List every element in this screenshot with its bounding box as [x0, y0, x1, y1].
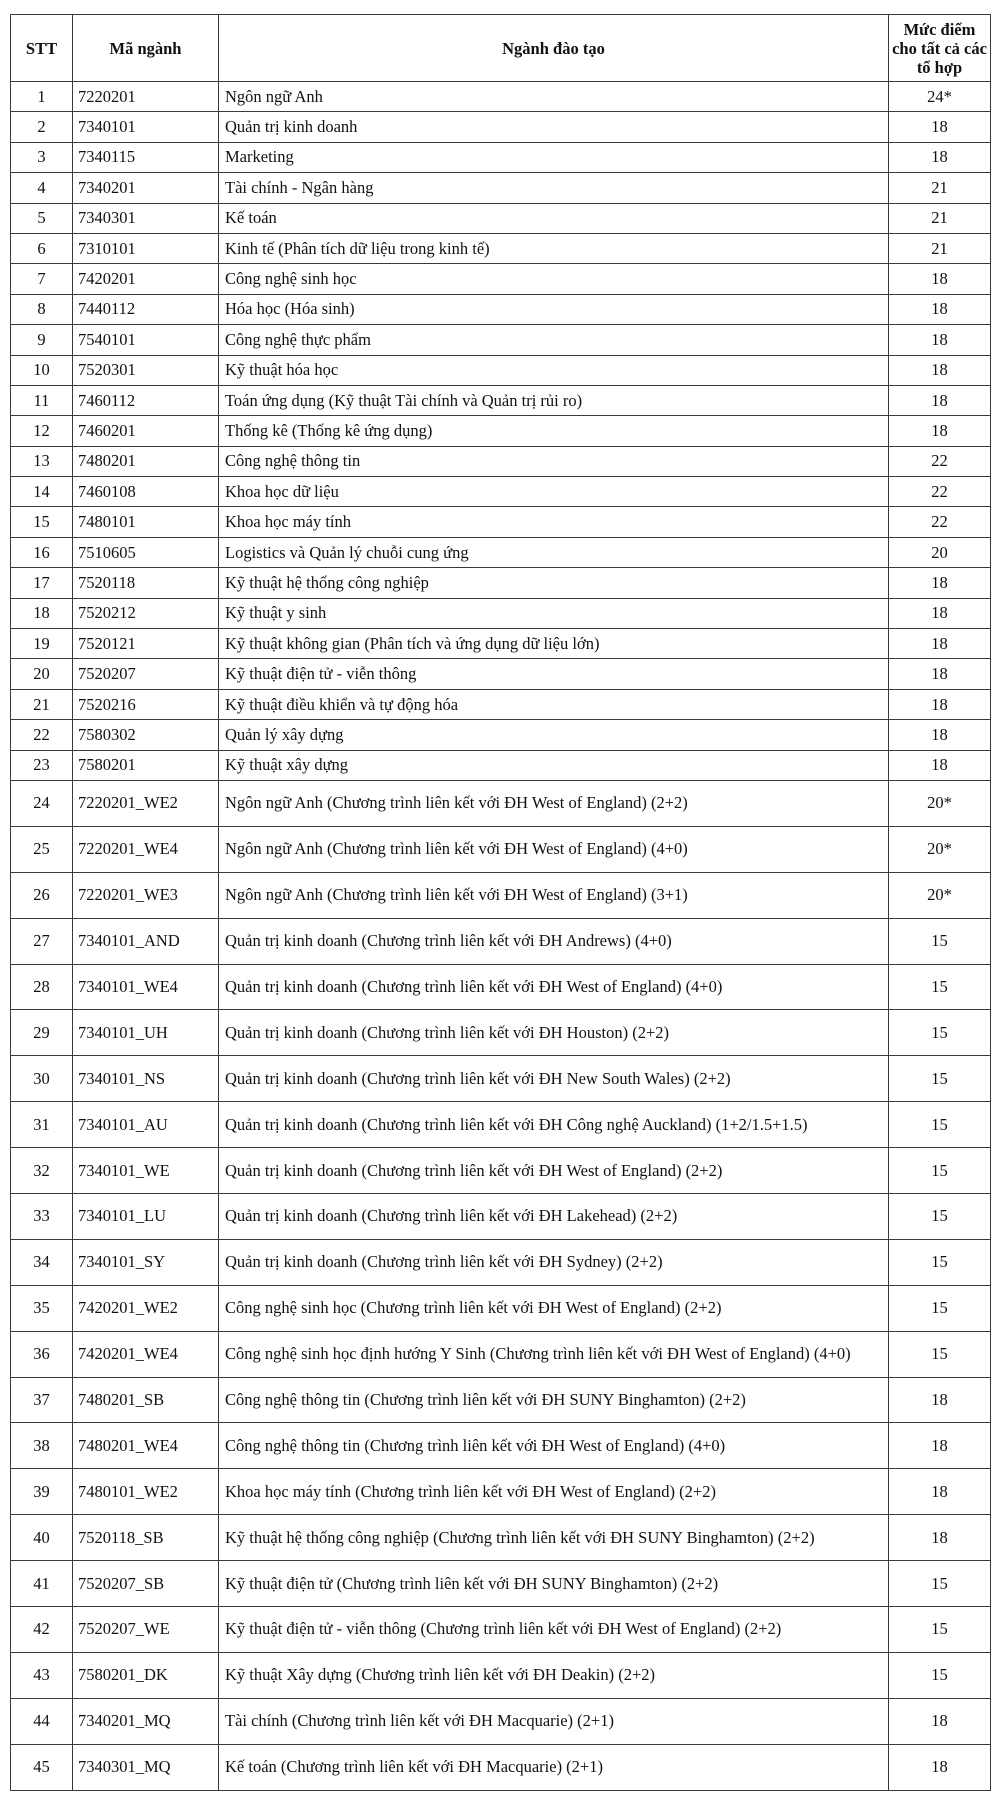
row-major-name: Ngôn ngữ Anh	[219, 82, 889, 112]
row-major-name: Kỹ thuật hệ thống công nghiệp	[219, 568, 889, 598]
row-major-code: 7220201_WE2	[73, 780, 219, 826]
row-stt: 37	[11, 1377, 73, 1423]
row-score: 20	[889, 537, 991, 567]
table-row	[11, 1744, 991, 1790]
row-stt: 16	[11, 537, 73, 567]
table-row	[11, 446, 991, 476]
row-score: 15	[889, 1607, 991, 1653]
row-major-name: Công nghệ thông tin (Chương trình liên kết với ĐH West of England) (4+0)	[219, 1423, 889, 1469]
table-row	[11, 294, 991, 324]
row-major-code: 7510605	[73, 537, 219, 567]
row-major-name: Kỹ thuật không gian (Phân tích và ứng dụng dữ liệu lớn)	[219, 629, 889, 659]
row-stt: 33	[11, 1194, 73, 1240]
row-stt: 17	[11, 568, 73, 598]
table-row	[11, 872, 991, 918]
row-stt: 28	[11, 964, 73, 1010]
row-major-code: 7340101_WE	[73, 1148, 219, 1194]
table-row	[11, 1607, 991, 1653]
table-row	[11, 659, 991, 689]
row-score: 18	[889, 629, 991, 659]
row-major-code: 7460112	[73, 385, 219, 415]
row-score: 22	[889, 477, 991, 507]
row-stt: 20	[11, 659, 73, 689]
table-row	[11, 82, 991, 112]
row-stt: 45	[11, 1744, 73, 1790]
row-major-name: Tài chính (Chương trình liên kết với ĐH Macquarie) (2+1)	[219, 1698, 889, 1744]
row-score: 18	[889, 1515, 991, 1561]
row-major-code: 7520301	[73, 355, 219, 385]
row-score: 18	[889, 1698, 991, 1744]
table-row	[11, 1515, 991, 1561]
row-major-name: Công nghệ sinh học định hướng Y Sinh (Chương trình liên kết với ĐH West of England) (4+0)	[219, 1331, 889, 1377]
table-row	[11, 826, 991, 872]
table-row	[11, 1010, 991, 1056]
table-row	[11, 689, 991, 719]
row-major-name: Quản trị kinh doanh (Chương trình liên kết với ĐH Andrews) (4+0)	[219, 918, 889, 964]
table-row	[11, 629, 991, 659]
row-major-code: 7520207_WE	[73, 1607, 219, 1653]
table-row	[11, 264, 991, 294]
row-major-code: 7480201	[73, 446, 219, 476]
row-major-name: Kinh tế (Phân tích dữ liệu trong kinh tế)	[219, 233, 889, 263]
row-score: 18	[889, 568, 991, 598]
row-score: 18	[889, 1744, 991, 1790]
table-row	[11, 537, 991, 567]
row-score: 22	[889, 446, 991, 476]
row-major-code: 7220201_WE3	[73, 872, 219, 918]
row-major-code: 7440112	[73, 294, 219, 324]
row-score: 21	[889, 173, 991, 203]
table-row	[11, 720, 991, 750]
row-major-code: 7520118_SB	[73, 1515, 219, 1561]
row-stt: 32	[11, 1148, 73, 1194]
row-major-code: 7460201	[73, 416, 219, 446]
row-major-name: Thống kê (Thống kê ứng dụng)	[219, 416, 889, 446]
row-score: 15	[889, 964, 991, 1010]
row-major-name: Kỹ thuật điện tử - viễn thông (Chương trình liên kết với ĐH West of England) (2+2)	[219, 1607, 889, 1653]
row-major-name: Khoa học máy tính (Chương trình liên kết với ĐH West of England) (2+2)	[219, 1469, 889, 1515]
row-score: 18	[889, 598, 991, 628]
table-row	[11, 1148, 991, 1194]
row-major-name: Công nghệ thực phẩm	[219, 325, 889, 355]
row-major-code: 7340201_MQ	[73, 1698, 219, 1744]
table-row	[11, 173, 991, 203]
row-stt: 24	[11, 780, 73, 826]
row-major-name: Kỹ thuật điện tử - viễn thông	[219, 659, 889, 689]
row-major-name: Kỹ thuật xây dựng	[219, 750, 889, 780]
row-major-name: Công nghệ thông tin (Chương trình liên kết với ĐH SUNY Binghamton) (2+2)	[219, 1377, 889, 1423]
row-major-code: 7460108	[73, 477, 219, 507]
row-stt: 40	[11, 1515, 73, 1561]
table-row	[11, 1377, 991, 1423]
row-score: 18	[889, 1469, 991, 1515]
row-stt: 38	[11, 1423, 73, 1469]
row-major-code: 7520207	[73, 659, 219, 689]
admission-score-table	[10, 14, 991, 1791]
row-major-name: Quản trị kinh doanh (Chương trình liên kết với ĐH Công nghệ Auckland) (1+2/1.5+1.5)	[219, 1102, 889, 1148]
row-major-code: 7340115	[73, 142, 219, 172]
table-row	[11, 203, 991, 233]
row-major-name: Kỹ thuật Xây dựng (Chương trình liên kết với ĐH Deakin) (2+2)	[219, 1652, 889, 1698]
row-score: 20*	[889, 780, 991, 826]
row-major-name: Ngôn ngữ Anh (Chương trình liên kết với ĐH West of England) (3+1)	[219, 872, 889, 918]
row-major-code: 7340301_MQ	[73, 1744, 219, 1790]
row-major-code: 7340101_SY	[73, 1239, 219, 1285]
row-score: 15	[889, 1561, 991, 1607]
table-row	[11, 1652, 991, 1698]
row-major-name: Quản lý xây dựng	[219, 720, 889, 750]
row-score: 15	[889, 1102, 991, 1148]
row-major-name: Ngôn ngữ Anh (Chương trình liên kết với ĐH West of England) (2+2)	[219, 780, 889, 826]
row-major-code: 7340101_AU	[73, 1102, 219, 1148]
row-stt: 30	[11, 1056, 73, 1102]
table-row	[11, 416, 991, 446]
row-stt: 35	[11, 1285, 73, 1331]
row-score: 15	[889, 1148, 991, 1194]
table-row	[11, 112, 991, 142]
row-score: 18	[889, 355, 991, 385]
row-major-name: Công nghệ sinh học	[219, 264, 889, 294]
table-row	[11, 918, 991, 964]
row-stt: 41	[11, 1561, 73, 1607]
row-major-name: Kế toán (Chương trình liên kết với ĐH Macquarie) (2+1)	[219, 1744, 889, 1790]
row-major-code: 7340101_UH	[73, 1010, 219, 1056]
table-row	[11, 1331, 991, 1377]
row-major-name: Toán ứng dụng (Kỹ thuật Tài chính và Quản trị rủi ro)	[219, 385, 889, 415]
row-major-name: Kỹ thuật hệ thống công nghiệp (Chương trình liên kết với ĐH SUNY Binghamton) (2+2)	[219, 1515, 889, 1561]
table-row	[11, 1423, 991, 1469]
row-major-code: 7340301	[73, 203, 219, 233]
header-major-code: Mã ngành	[73, 15, 219, 82]
table-row	[11, 385, 991, 415]
row-stt: 4	[11, 173, 73, 203]
table-row	[11, 1194, 991, 1240]
row-stt: 34	[11, 1239, 73, 1285]
row-stt: 44	[11, 1698, 73, 1744]
row-stt: 11	[11, 385, 73, 415]
row-major-name: Kỹ thuật điều khiển và tự động hóa	[219, 689, 889, 719]
row-major-name: Ngôn ngữ Anh (Chương trình liên kết với ĐH West of England) (4+0)	[219, 826, 889, 872]
table-header-row	[11, 15, 991, 82]
row-major-code: 7340101_WE4	[73, 964, 219, 1010]
row-score: 18	[889, 264, 991, 294]
row-stt: 19	[11, 629, 73, 659]
row-major-code: 7520121	[73, 629, 219, 659]
row-score: 21	[889, 203, 991, 233]
row-major-code: 7480201_SB	[73, 1377, 219, 1423]
header-major-name: Ngành đào tạo	[219, 15, 889, 82]
row-major-name: Marketing	[219, 142, 889, 172]
row-major-name: Khoa học dữ liệu	[219, 477, 889, 507]
table-row	[11, 1561, 991, 1607]
table-row	[11, 750, 991, 780]
row-score: 21	[889, 233, 991, 263]
row-score: 18	[889, 112, 991, 142]
row-stt: 13	[11, 446, 73, 476]
row-major-name: Quản trị kinh doanh (Chương trình liên kết với ĐH Houston) (2+2)	[219, 1010, 889, 1056]
table-row	[11, 325, 991, 355]
row-stt: 14	[11, 477, 73, 507]
row-major-code: 7220201_WE4	[73, 826, 219, 872]
row-major-name: Quản trị kinh doanh	[219, 112, 889, 142]
row-major-code: 7520118	[73, 568, 219, 598]
row-stt: 2	[11, 112, 73, 142]
table-row	[11, 964, 991, 1010]
row-score: 24*	[889, 82, 991, 112]
row-stt: 26	[11, 872, 73, 918]
row-major-code: 7480201_WE4	[73, 1423, 219, 1469]
row-stt: 21	[11, 689, 73, 719]
row-score: 18	[889, 720, 991, 750]
row-major-code: 7480101	[73, 507, 219, 537]
row-major-code: 7580201_DK	[73, 1652, 219, 1698]
row-major-name: Công nghệ sinh học (Chương trình liên kết với ĐH West of England) (2+2)	[219, 1285, 889, 1331]
row-score: 18	[889, 1377, 991, 1423]
table-row	[11, 1285, 991, 1331]
row-major-name: Tài chính - Ngân hàng	[219, 173, 889, 203]
table-row	[11, 1469, 991, 1515]
row-score: 15	[889, 1194, 991, 1240]
table-body	[11, 82, 991, 1791]
row-major-code: 7310101	[73, 233, 219, 263]
row-stt: 42	[11, 1607, 73, 1653]
row-score: 20*	[889, 826, 991, 872]
row-major-name: Khoa học máy tính	[219, 507, 889, 537]
row-stt: 6	[11, 233, 73, 263]
table-row	[11, 1698, 991, 1744]
row-major-name: Công nghệ thông tin	[219, 446, 889, 476]
row-stt: 31	[11, 1102, 73, 1148]
row-score: 15	[889, 1285, 991, 1331]
row-score: 15	[889, 1010, 991, 1056]
row-stt: 7	[11, 264, 73, 294]
row-score: 15	[889, 1652, 991, 1698]
row-score: 15	[889, 1239, 991, 1285]
row-stt: 9	[11, 325, 73, 355]
row-major-name: Kỹ thuật hóa học	[219, 355, 889, 385]
row-stt: 36	[11, 1331, 73, 1377]
table-row	[11, 568, 991, 598]
row-major-code: 7580201	[73, 750, 219, 780]
row-stt: 3	[11, 142, 73, 172]
row-stt: 22	[11, 720, 73, 750]
row-major-code: 7340101_NS	[73, 1056, 219, 1102]
row-major-name: Kỹ thuật điện tử (Chương trình liên kết với ĐH SUNY Binghamton) (2+2)	[219, 1561, 889, 1607]
row-major-name: Kỹ thuật y sinh	[219, 598, 889, 628]
row-major-code: 7340101	[73, 112, 219, 142]
row-major-name: Quản trị kinh doanh (Chương trình liên kết với ĐH Lakehead) (2+2)	[219, 1194, 889, 1240]
row-major-name: Quản trị kinh doanh (Chương trình liên kết với ĐH West of England) (2+2)	[219, 1148, 889, 1194]
row-score: 18	[889, 689, 991, 719]
row-major-name: Quản trị kinh doanh (Chương trình liên kết với ĐH Sydney) (2+2)	[219, 1239, 889, 1285]
table-row	[11, 1056, 991, 1102]
row-stt: 39	[11, 1469, 73, 1515]
row-score: 18	[889, 294, 991, 324]
table-row	[11, 233, 991, 263]
row-stt: 12	[11, 416, 73, 446]
row-score: 18	[889, 325, 991, 355]
row-major-code: 7420201_WE4	[73, 1331, 219, 1377]
row-score: 18	[889, 416, 991, 446]
row-major-code: 7520207_SB	[73, 1561, 219, 1607]
row-score: 20*	[889, 872, 991, 918]
row-major-code: 7340101_AND	[73, 918, 219, 964]
row-score: 22	[889, 507, 991, 537]
row-major-name: Quản trị kinh doanh (Chương trình liên kết với ĐH New South Wales) (2+2)	[219, 1056, 889, 1102]
row-stt: 43	[11, 1652, 73, 1698]
row-score: 15	[889, 1331, 991, 1377]
row-major-name: Hóa học (Hóa sinh)	[219, 294, 889, 324]
row-score: 18	[889, 659, 991, 689]
table-row	[11, 1102, 991, 1148]
row-stt: 10	[11, 355, 73, 385]
table-row	[11, 1239, 991, 1285]
row-score: 18	[889, 385, 991, 415]
table-row	[11, 142, 991, 172]
row-stt: 29	[11, 1010, 73, 1056]
row-score: 18	[889, 750, 991, 780]
row-major-code: 7480101_WE2	[73, 1469, 219, 1515]
table-row	[11, 477, 991, 507]
row-major-code: 7520216	[73, 689, 219, 719]
row-score: 18	[889, 142, 991, 172]
table-row	[11, 507, 991, 537]
row-major-code: 7420201	[73, 264, 219, 294]
row-stt: 23	[11, 750, 73, 780]
table-row	[11, 598, 991, 628]
row-score: 15	[889, 1056, 991, 1102]
header-stt: STT	[11, 15, 73, 82]
row-major-code: 7520212	[73, 598, 219, 628]
row-major-code: 7340201	[73, 173, 219, 203]
row-major-code: 7540101	[73, 325, 219, 355]
row-stt: 5	[11, 203, 73, 233]
row-major-name: Logistics và Quản lý chuỗi cung ứng	[219, 537, 889, 567]
table-row	[11, 355, 991, 385]
row-major-name: Kế toán	[219, 203, 889, 233]
row-stt: 15	[11, 507, 73, 537]
row-major-name: Quản trị kinh doanh (Chương trình liên kết với ĐH West of England) (4+0)	[219, 964, 889, 1010]
row-stt: 1	[11, 82, 73, 112]
row-major-code: 7580302	[73, 720, 219, 750]
row-stt: 8	[11, 294, 73, 324]
row-score: 15	[889, 918, 991, 964]
header-score: Mức điểm cho tất cả các tổ hợp	[889, 15, 991, 82]
row-stt: 25	[11, 826, 73, 872]
row-major-code: 7220201	[73, 82, 219, 112]
row-major-code: 7420201_WE2	[73, 1285, 219, 1331]
table-row	[11, 780, 991, 826]
row-stt: 18	[11, 598, 73, 628]
row-score: 18	[889, 1423, 991, 1469]
row-major-code: 7340101_LU	[73, 1194, 219, 1240]
row-stt: 27	[11, 918, 73, 964]
